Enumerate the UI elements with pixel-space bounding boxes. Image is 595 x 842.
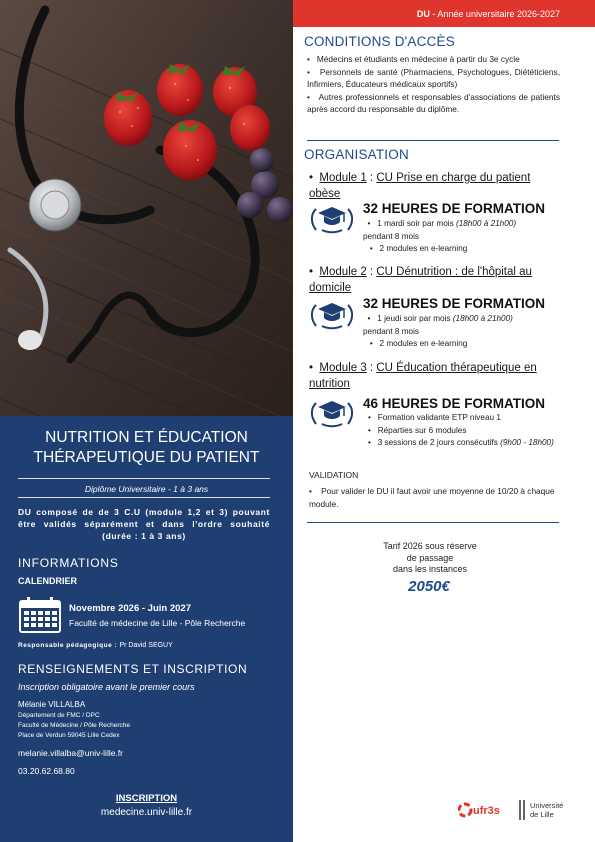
section-divider [307,140,559,141]
module-1-hours: 32 HEURES DE FORMATION [363,201,546,216]
graduation-icon [308,204,356,234]
compose-text: DU composé de de 3 C.U (module 1,2 et 3) pouvant être validés séparément et dans l'ordre souhaité (durée : 1 à 3 ans) [18,507,270,541]
informations-heading: INFORMATIONS [18,556,119,570]
module-2-title: • Module 2 : CU Dénutrition : de l'hôpital au domicile [309,266,532,294]
validation-text: • Pour valider le DU il faut avoir une moyenne de 10/20 à chaque module. [309,486,555,509]
calendar-dates: Novembre 2026 - Juin 2027 [69,603,191,614]
responsable-line [18,642,173,649]
svg-text:ufr3s: ufr3s [473,805,500,817]
organisation-heading: ORGANISATION [304,147,409,162]
renseignements-heading: RENSEIGNEMENTS ET INSCRIPTION [18,662,248,676]
contact-name: Mélanie VILLALBA [18,700,86,709]
module-1-title: • Module 1 : CU Prise en charge du patient obèse [309,172,531,200]
inscription-label[interactable]: INSCRIPTION [115,793,178,804]
course-title: NUTRITION ET ÉDUCATION THÉRAPEUTIQUE DU PATIENT [33,429,260,466]
section-divider [307,522,559,523]
contact-dept: Département de FMC / DPC [18,712,100,719]
ufr3s-logo [458,800,514,820]
price: 2050€ [408,578,450,595]
academic-year: DU - Année universitaire 2026-2027 [416,9,560,19]
stethoscope-photo [0,0,293,416]
diplome-subtitle: Diplôme Universitaire - 1 à 3 ans [84,484,209,494]
title-rule-bottom [18,497,270,498]
conditions-list [307,53,560,116]
universite-lille-logo [518,798,578,822]
graduation-icon [308,300,356,330]
contact-address: Place de Verdun 59045 Lille Cedex [18,732,120,739]
contact-fac: Faculté de Médecine / Pôle Recherche [18,722,131,729]
tarif-note: Tarif 2026 sous réserve de passage dans les instances [383,541,477,574]
svg-text:de Lille: de Lille [530,810,554,819]
module-2-details: • 1 jeudi soir par mois (18h00 à 21h00) pendant 8 mois • 2 modules en e-learning [363,314,513,348]
validation-heading: VALIDATION [309,470,359,480]
svg-text:Université: Université [530,801,564,810]
responsable-label: Responsable pédagogique : [18,642,120,649]
calendar-heading: CALENDRIER [18,576,78,586]
module-3-title: • Module 3 : CU Éducation thérapeutique en nutrition [309,362,537,390]
responsable-name: Pr David SEGUY [119,642,173,649]
conditions-heading: CONDITIONS D'ACCÈS [304,34,455,49]
list-item: • Médecins et étudiants en médecine à partir du 3e cycle [307,54,520,64]
contact-email-link[interactable]: melanie.villalba@univ-lille.fr [18,748,124,758]
calendar-icon [18,596,62,634]
module-2-hours: 32 HEURES DE FORMATION [363,296,546,311]
list-item: • Autres professionnels et responsables d'associations de patients après accord du responsable du diplôme. [307,91,560,114]
title-rule-top [18,478,270,479]
module-1-details: • 1 mardi soir par mois (18h00 à 21h00) pendant 8 mois • 2 modules en e-learning [363,219,517,253]
inscription-notice: Inscription obligatoire avant le premier cours [18,682,195,692]
list-item: • Personnels de santé (Pharmaciens, Psychologues, Diététiciens, Infirmiers, Éducateurs médicaux sportifs) [307,66,560,89]
contact-phone: 03.20.62.68.80 [18,766,75,776]
graduation-icon [308,398,356,428]
calendar-place: Faculté de médecine de Lille - Pôle Recherche [69,618,246,628]
module-3-hours: 46 HEURES DE FORMATION [363,396,546,411]
inscription-link[interactable]: medecine.univ-lille.fr [100,807,193,818]
top-bar [293,0,595,27]
module-3-details: • Formation validante ETP niveau 1 • Réparties sur 6 modules • 3 sessions de 2 jours consécutifs (9h00 - 18h00) [368,413,554,447]
